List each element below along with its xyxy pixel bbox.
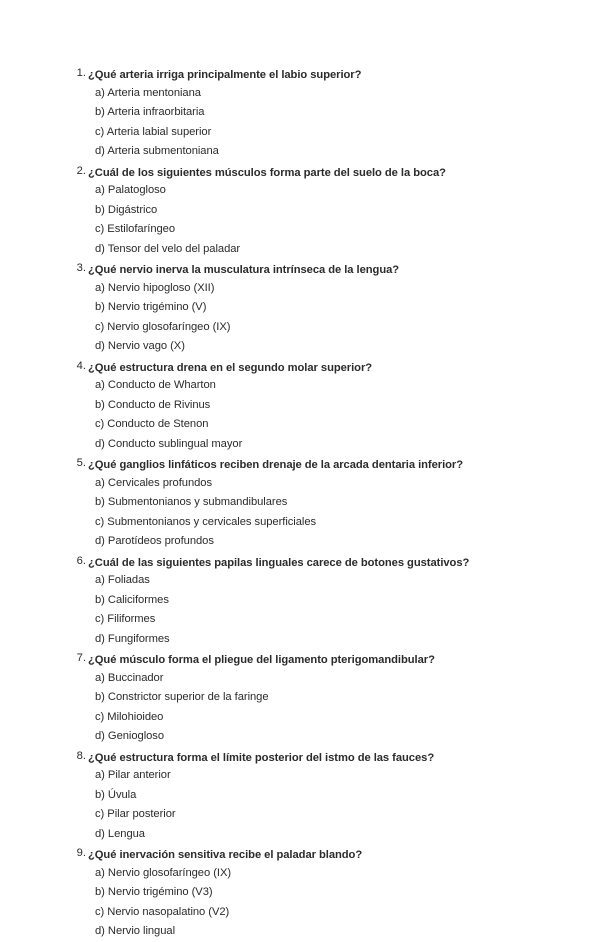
question-number: 8. bbox=[76, 749, 86, 762]
question-number: 6. bbox=[76, 554, 86, 567]
answer-option-text: Geniogloso bbox=[107, 730, 165, 742]
answer-option-label: d) bbox=[95, 827, 105, 840]
answer-option-list bbox=[88, 84, 540, 162]
answer-option-text: Tensor del velo del paladar bbox=[107, 242, 241, 255]
answer-option-text: Fungiformes bbox=[107, 632, 170, 645]
answer-option[interactable] bbox=[88, 474, 540, 494]
answer-option-text: Conducto de Wharton bbox=[107, 379, 216, 391]
answer-option-text: Nervio trigémino (V) bbox=[107, 301, 207, 313]
quiz-question-list bbox=[60, 64, 540, 942]
answer-option-text: Lengua bbox=[107, 827, 145, 840]
answer-option-list bbox=[88, 669, 540, 747]
question-block bbox=[60, 454, 540, 552]
answer-option-label: c) bbox=[95, 418, 105, 430]
question-number: 1. bbox=[76, 67, 86, 79]
question-text: ¿Qué músculo forma el pliegue del ligamento pterigomandibular? bbox=[88, 654, 435, 666]
answer-option-label: c) bbox=[95, 515, 105, 528]
answer-option-text: Nervio nasopalatino (V2) bbox=[107, 905, 230, 918]
answer-option[interactable] bbox=[88, 435, 540, 455]
answer-option-list bbox=[88, 474, 540, 552]
answer-option[interactable] bbox=[88, 318, 540, 338]
answer-option-label: c) bbox=[95, 710, 105, 723]
answer-option[interactable] bbox=[88, 591, 540, 611]
answer-option-list bbox=[88, 279, 540, 357]
answer-option[interactable] bbox=[88, 279, 540, 299]
answer-option-label: d) bbox=[95, 437, 105, 450]
answer-option-list bbox=[88, 181, 540, 259]
question-number: 7. bbox=[76, 652, 86, 664]
answer-option-label: a) bbox=[95, 86, 105, 99]
answer-option-label: c) bbox=[95, 808, 105, 820]
answer-option-label: b) bbox=[95, 886, 105, 898]
question-number: 4. bbox=[76, 359, 86, 372]
question-line bbox=[76, 259, 540, 279]
answer-option[interactable] bbox=[88, 84, 540, 104]
answer-option-label: b) bbox=[95, 691, 105, 703]
question-text: ¿Qué nervio inerva la musculatura intrínseca de la lengua? bbox=[88, 264, 400, 276]
answer-option-label: b) bbox=[95, 203, 105, 216]
answer-option[interactable] bbox=[88, 708, 540, 728]
question-text: ¿Qué estructura drena en el segundo molar superior? bbox=[88, 361, 373, 374]
answer-option-text: Conducto sublingual mayor bbox=[107, 437, 243, 450]
question-line bbox=[76, 844, 540, 864]
answer-option[interactable] bbox=[88, 883, 540, 903]
answer-option-text: Submentonianos y cervicales superficiales bbox=[107, 515, 317, 528]
answer-option[interactable] bbox=[88, 903, 540, 923]
answer-option-text: Úvula bbox=[107, 788, 137, 801]
answer-option[interactable] bbox=[88, 669, 540, 689]
question-block bbox=[60, 64, 540, 162]
answer-option-label: d) bbox=[95, 145, 105, 157]
answer-option[interactable] bbox=[88, 201, 540, 221]
answer-option-label: b) bbox=[95, 398, 105, 411]
answer-option-text: Palatogloso bbox=[107, 184, 166, 196]
answer-option-label: c) bbox=[95, 223, 105, 235]
question-line bbox=[76, 64, 540, 84]
answer-option-text: Nervio glosofaríngeo (IX) bbox=[107, 866, 232, 879]
answer-option-text: Foliadas bbox=[107, 574, 150, 586]
answer-option[interactable] bbox=[88, 805, 540, 825]
answer-option-list bbox=[88, 864, 540, 942]
answer-option-label: d) bbox=[95, 730, 105, 742]
question-block bbox=[60, 552, 540, 650]
question-line bbox=[76, 747, 540, 767]
question-text: ¿Qué inervación sensitiva recibe el paladar blando? bbox=[88, 849, 363, 861]
question-line bbox=[76, 162, 540, 182]
answer-option-text: Nervio trigémino (V3) bbox=[107, 886, 213, 898]
answer-option-list bbox=[88, 571, 540, 649]
answer-option-label: d) bbox=[95, 535, 105, 547]
question-text: ¿Qué arteria irriga principalmente el labio superior? bbox=[88, 69, 362, 81]
answer-option-label: d) bbox=[95, 632, 105, 645]
answer-option-label: c) bbox=[95, 905, 105, 918]
answer-option-label: b) bbox=[95, 788, 105, 801]
answer-option-label: a) bbox=[95, 281, 105, 294]
answer-option[interactable] bbox=[88, 337, 540, 357]
question-block bbox=[60, 162, 540, 260]
question-block bbox=[60, 649, 540, 747]
answer-option-label: c) bbox=[95, 125, 105, 138]
answer-option-list bbox=[88, 376, 540, 454]
answer-option-text: Conducto de Rivinus bbox=[107, 398, 211, 411]
answer-option-text: Nervio glosofaríngeo (IX) bbox=[107, 320, 231, 333]
answer-option-text: Parotídeos profundos bbox=[107, 535, 214, 547]
answer-option[interactable] bbox=[88, 610, 540, 630]
answer-option-label: b) bbox=[95, 301, 105, 313]
answer-option-label: a) bbox=[95, 476, 105, 489]
answer-option[interactable] bbox=[88, 103, 540, 123]
answer-option-text: Submentonianos y submandibulares bbox=[107, 496, 288, 508]
answer-option[interactable] bbox=[88, 240, 540, 260]
answer-option[interactable] bbox=[88, 571, 540, 591]
answer-option[interactable] bbox=[88, 922, 540, 942]
answer-option[interactable] bbox=[88, 766, 540, 786]
answer-option[interactable] bbox=[88, 513, 540, 533]
question-text: ¿Cuál de las siguientes papilas linguales carece de botones gustativos? bbox=[88, 556, 470, 569]
answer-option-text: Digástrico bbox=[107, 203, 158, 216]
answer-option-label: d) bbox=[95, 340, 105, 352]
answer-option-text: Buccinador bbox=[107, 671, 164, 684]
answer-option[interactable] bbox=[88, 786, 540, 806]
answer-option-label: b) bbox=[95, 106, 105, 118]
answer-option-text: Nervio lingual bbox=[107, 925, 176, 937]
answer-option[interactable] bbox=[88, 493, 540, 513]
answer-option[interactable] bbox=[88, 727, 540, 747]
question-block bbox=[60, 844, 540, 942]
answer-option-list bbox=[88, 766, 540, 844]
answer-option-label: b) bbox=[95, 496, 105, 508]
answer-option-label: d) bbox=[95, 242, 105, 255]
answer-option[interactable] bbox=[88, 142, 540, 162]
answer-option-label: a) bbox=[95, 379, 105, 391]
question-number: 5. bbox=[76, 457, 86, 469]
answer-option-text: Filiformes bbox=[107, 613, 156, 625]
answer-option-label: a) bbox=[95, 574, 105, 586]
answer-option[interactable] bbox=[88, 181, 540, 201]
answer-option[interactable] bbox=[88, 532, 540, 552]
answer-option[interactable] bbox=[88, 298, 540, 318]
answer-option-text: Conducto de Stenon bbox=[107, 418, 209, 430]
answer-option-label: a) bbox=[95, 866, 105, 879]
question-block bbox=[60, 259, 540, 357]
question-line bbox=[76, 454, 540, 474]
answer-option[interactable] bbox=[88, 864, 540, 884]
answer-option[interactable] bbox=[88, 688, 540, 708]
question-text: ¿Qué estructura forma el límite posterior del istmo de las fauces? bbox=[88, 751, 435, 764]
question-block bbox=[60, 747, 540, 845]
question-line bbox=[76, 357, 540, 377]
answer-option-text: Arteria labial superior bbox=[106, 125, 212, 138]
answer-option-label: a) bbox=[95, 769, 105, 781]
question-block bbox=[60, 357, 540, 455]
answer-option-label: c) bbox=[95, 613, 105, 625]
answer-option-label: c) bbox=[95, 320, 105, 333]
question-line bbox=[76, 552, 540, 572]
answer-option-text: Milohioideo bbox=[107, 710, 164, 723]
answer-option-text: Cervicales profundos bbox=[107, 476, 213, 489]
question-number: 3. bbox=[76, 262, 86, 274]
answer-option[interactable] bbox=[88, 123, 540, 143]
question-number: 2. bbox=[76, 164, 86, 177]
answer-option-text: Nervio hipogloso (XII) bbox=[107, 281, 215, 294]
question-number: 9. bbox=[76, 847, 86, 859]
question-line bbox=[76, 649, 540, 669]
question-text: ¿Qué ganglios linfáticos reciben drenaje de la arcada dentaria inferior? bbox=[88, 459, 464, 471]
answer-option[interactable] bbox=[88, 376, 540, 396]
answer-option[interactable] bbox=[88, 415, 540, 435]
answer-option-text: Caliciformes bbox=[107, 593, 169, 606]
answer-option-text: Estilofaríngeo bbox=[107, 223, 176, 235]
answer-option-label: b) bbox=[95, 593, 105, 606]
answer-option-text: Arteria infraorbitaria bbox=[107, 106, 205, 118]
answer-option-label: a) bbox=[95, 184, 105, 196]
answer-option-text: Arteria mentoniana bbox=[107, 86, 201, 99]
answer-option[interactable] bbox=[88, 396, 540, 416]
answer-option-label: d) bbox=[95, 925, 105, 937]
answer-option[interactable] bbox=[88, 825, 540, 845]
answer-option[interactable] bbox=[88, 220, 540, 240]
answer-option-text: Pilar posterior bbox=[107, 808, 176, 820]
question-text: ¿Cuál de los siguientes músculos forma parte del suelo de la boca? bbox=[88, 166, 446, 179]
answer-option-text: Pilar anterior bbox=[107, 769, 171, 781]
answer-option-label: a) bbox=[95, 671, 105, 684]
answer-option[interactable] bbox=[88, 630, 540, 650]
answer-option-text: Constrictor superior de la faringe bbox=[107, 691, 269, 703]
answer-option-text: Nervio vago (X) bbox=[107, 340, 185, 352]
answer-option-text: Arteria submentoniana bbox=[107, 145, 219, 157]
